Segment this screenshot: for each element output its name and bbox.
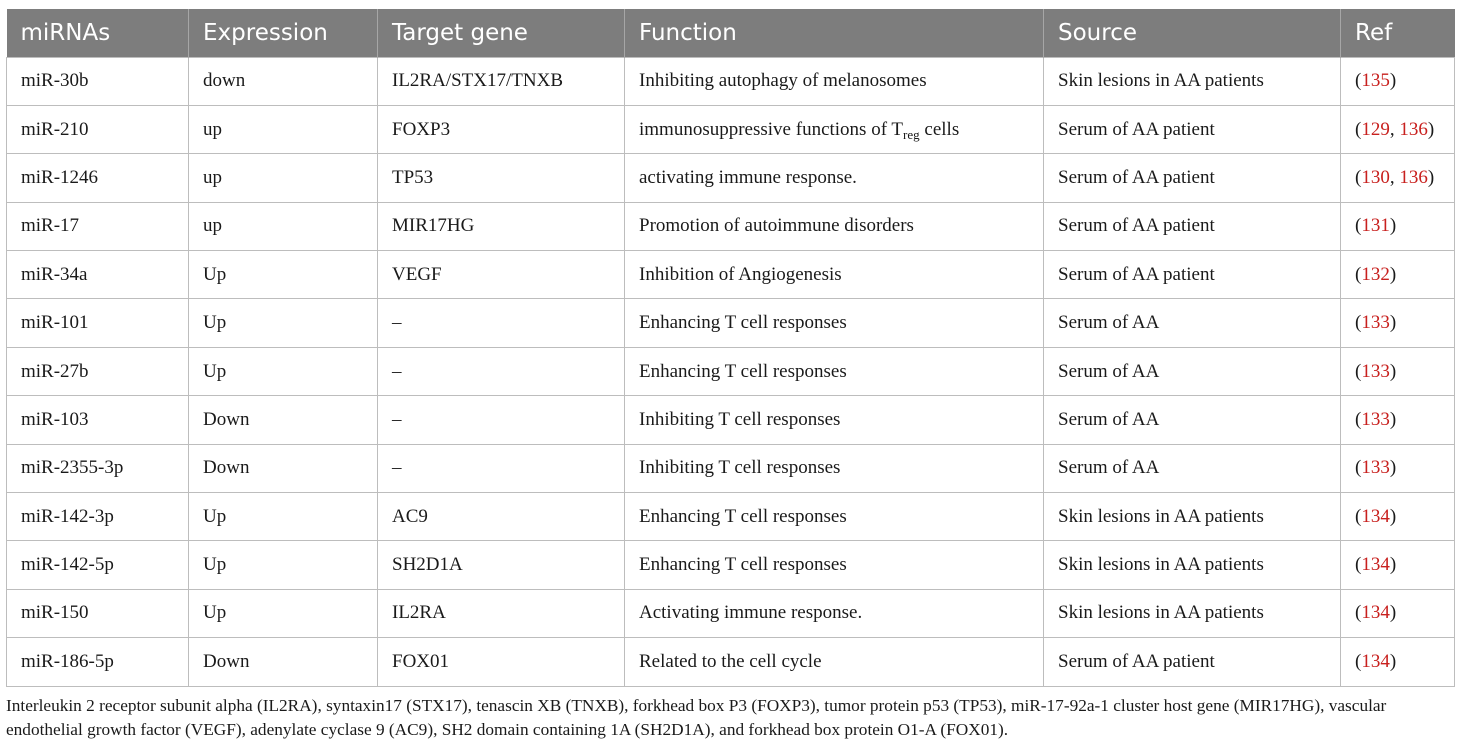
- table-row: [7, 638, 1455, 686]
- table-row: [7, 396, 1455, 444]
- ref-link[interactable]: 134: [1361, 554, 1390, 576]
- ref-link[interactable]: 136: [1399, 118, 1428, 140]
- cell-mirna: miR-210: [7, 105, 189, 153]
- cell-function: Enhancing T cell responses: [625, 493, 1044, 541]
- cell-function: Promotion of autoimmune disorders: [625, 202, 1044, 250]
- col-header-expression: Expression: [189, 9, 378, 57]
- cell-ref: (130, 136): [1341, 154, 1455, 202]
- cell-source: Serum of AA patient: [1044, 251, 1341, 299]
- ref-link[interactable]: 134: [1361, 602, 1390, 624]
- cell-function: Related to the cell cycle: [625, 638, 1044, 686]
- cell-source: Serum of AA: [1044, 396, 1341, 444]
- cell-target-gene: –: [378, 396, 625, 444]
- col-header-source: Source: [1044, 9, 1341, 57]
- cell-source: Serum of AA patient: [1044, 105, 1341, 153]
- cell-source: Serum of AA: [1044, 347, 1341, 395]
- ref-link[interactable]: 133: [1361, 457, 1390, 479]
- cell-ref: (135): [1341, 57, 1455, 105]
- cell-expression: Down: [189, 638, 378, 686]
- cell-ref: (133): [1341, 347, 1455, 395]
- cell-function: Enhancing T cell responses: [625, 347, 1044, 395]
- ref-link[interactable]: 131: [1361, 215, 1390, 237]
- cell-mirna: miR-142-3p: [7, 493, 189, 541]
- cell-function: Enhancing T cell responses: [625, 541, 1044, 589]
- cell-ref: (132): [1341, 251, 1455, 299]
- ref-link[interactable]: 136: [1399, 166, 1428, 188]
- cell-source: Serum of AA: [1044, 299, 1341, 347]
- cell-source: Skin lesions in AA patients: [1044, 589, 1341, 637]
- cell-expression: up: [189, 105, 378, 153]
- col-header-target-gene: Target gene: [378, 9, 625, 57]
- cell-source: Serum of AA patient: [1044, 154, 1341, 202]
- cell-expression: up: [189, 154, 378, 202]
- cell-target-gene: MIR17HG: [378, 202, 625, 250]
- ref-link[interactable]: 135: [1361, 70, 1390, 92]
- cell-target-gene: TP53: [378, 154, 625, 202]
- cell-expression: down: [189, 57, 378, 105]
- ref-link[interactable]: 133: [1361, 312, 1390, 334]
- cell-source: Serum of AA patient: [1044, 638, 1341, 686]
- cell-function: Inhibition of Angiogenesis: [625, 251, 1044, 299]
- col-header-function: Function: [625, 9, 1044, 57]
- cell-expression: Up: [189, 347, 378, 395]
- cell-mirna: miR-2355-3p: [7, 444, 189, 492]
- cell-ref: (133): [1341, 396, 1455, 444]
- ref-link[interactable]: 133: [1361, 408, 1390, 430]
- cell-mirna: miR-101: [7, 299, 189, 347]
- table-row: [7, 251, 1455, 299]
- ref-link[interactable]: 132: [1361, 263, 1390, 285]
- cell-source: Serum of AA: [1044, 444, 1341, 492]
- cell-source: Serum of AA patient: [1044, 202, 1341, 250]
- ref-link[interactable]: 134: [1361, 505, 1390, 527]
- cell-expression: Down: [189, 444, 378, 492]
- cell-function: activating immune response.: [625, 154, 1044, 202]
- cell-expression: Up: [189, 541, 378, 589]
- function-subscript: reg: [903, 126, 920, 142]
- cell-mirna: miR-17: [7, 202, 189, 250]
- table-row: [7, 202, 1455, 250]
- cell-mirna: miR-30b: [7, 57, 189, 105]
- table-row: [7, 541, 1455, 589]
- table-row: [7, 57, 1455, 105]
- col-header-ref: Ref: [1341, 9, 1455, 57]
- cell-mirna: miR-103: [7, 396, 189, 444]
- table-row: [7, 589, 1455, 637]
- cell-source: Skin lesions in AA patients: [1044, 57, 1341, 105]
- function-text-suffix: cells: [919, 118, 960, 140]
- cell-source: Skin lesions in AA patients: [1044, 541, 1341, 589]
- cell-mirna: miR-142-5p: [7, 541, 189, 589]
- cell-target-gene: AC9: [378, 493, 625, 541]
- table-body: [7, 57, 1455, 686]
- ref-link[interactable]: 129: [1361, 118, 1390, 140]
- table-footnote: Interleukin 2 receptor subunit alpha (IL2RA), syntaxin17 (STX17), tenascin XB (TNXB), forkhead box P3 (FOXP3), tumor protein p53 (TP53), miR-17-92a-1 cluster host gene (MIR17HG), vascular endothelial growth factor (VEGF), adenylate cyclase 9 (AC9), SH2 domain containing 1A (SH2D1A), and forkhead box protein O1-A (FOX01).: [6, 696, 1387, 739]
- cell-ref: (134): [1341, 541, 1455, 589]
- table-row: [7, 105, 1455, 153]
- cell-target-gene: FOXP3: [378, 105, 625, 153]
- cell-ref: (131): [1341, 202, 1455, 250]
- cell-mirna: miR-1246: [7, 154, 189, 202]
- cell-expression: Up: [189, 589, 378, 637]
- cell-expression: Down: [189, 396, 378, 444]
- function-text: immunosuppressive functions of T: [639, 118, 904, 140]
- table-row: [7, 347, 1455, 395]
- cell-source: Skin lesions in AA patients: [1044, 493, 1341, 541]
- cell-function: Inhibiting autophagy of melanosomes: [625, 57, 1044, 105]
- cell-mirna: miR-34a: [7, 251, 189, 299]
- cell-ref: (134): [1341, 638, 1455, 686]
- cell-function: Enhancing T cell responses: [625, 299, 1044, 347]
- table-row: [7, 154, 1455, 202]
- header-row: [7, 9, 1455, 57]
- cell-function: [625, 105, 1044, 153]
- col-header-mirnas: miRNAs: [7, 9, 189, 57]
- cell-ref: (133): [1341, 299, 1455, 347]
- table-row: [7, 493, 1455, 541]
- cell-target-gene: VEGF: [378, 251, 625, 299]
- table-row: [7, 444, 1455, 492]
- cell-mirna: miR-27b: [7, 347, 189, 395]
- cell-ref: (134): [1341, 493, 1455, 541]
- cell-ref: (129, 136): [1341, 105, 1455, 153]
- cell-function: Activating immune response.: [625, 589, 1044, 637]
- cell-mirna: miR-150: [7, 589, 189, 637]
- cell-ref: (133): [1341, 444, 1455, 492]
- cell-target-gene: FOX01: [378, 638, 625, 686]
- cell-target-gene: IL2RA: [378, 589, 625, 637]
- ref-link[interactable]: 130: [1361, 166, 1390, 188]
- table-row: [7, 299, 1455, 347]
- cell-function: Inhibiting T cell responses: [625, 444, 1044, 492]
- cell-target-gene: –: [378, 347, 625, 395]
- cell-target-gene: SH2D1A: [378, 541, 625, 589]
- cell-target-gene: –: [378, 299, 625, 347]
- cell-function: Inhibiting T cell responses: [625, 396, 1044, 444]
- cell-target-gene: IL2RA/STX17/TNXB: [378, 57, 625, 105]
- cell-expression: up: [189, 202, 378, 250]
- mirna-table: [6, 9, 1455, 687]
- cell-expression: Up: [189, 299, 378, 347]
- cell-expression: Up: [189, 251, 378, 299]
- ref-link[interactable]: 133: [1361, 360, 1390, 382]
- ref-link[interactable]: 134: [1361, 650, 1390, 672]
- cell-expression: Up: [189, 493, 378, 541]
- cell-ref: (134): [1341, 589, 1455, 637]
- cell-mirna: miR-186-5p: [7, 638, 189, 686]
- cell-target-gene: –: [378, 444, 625, 492]
